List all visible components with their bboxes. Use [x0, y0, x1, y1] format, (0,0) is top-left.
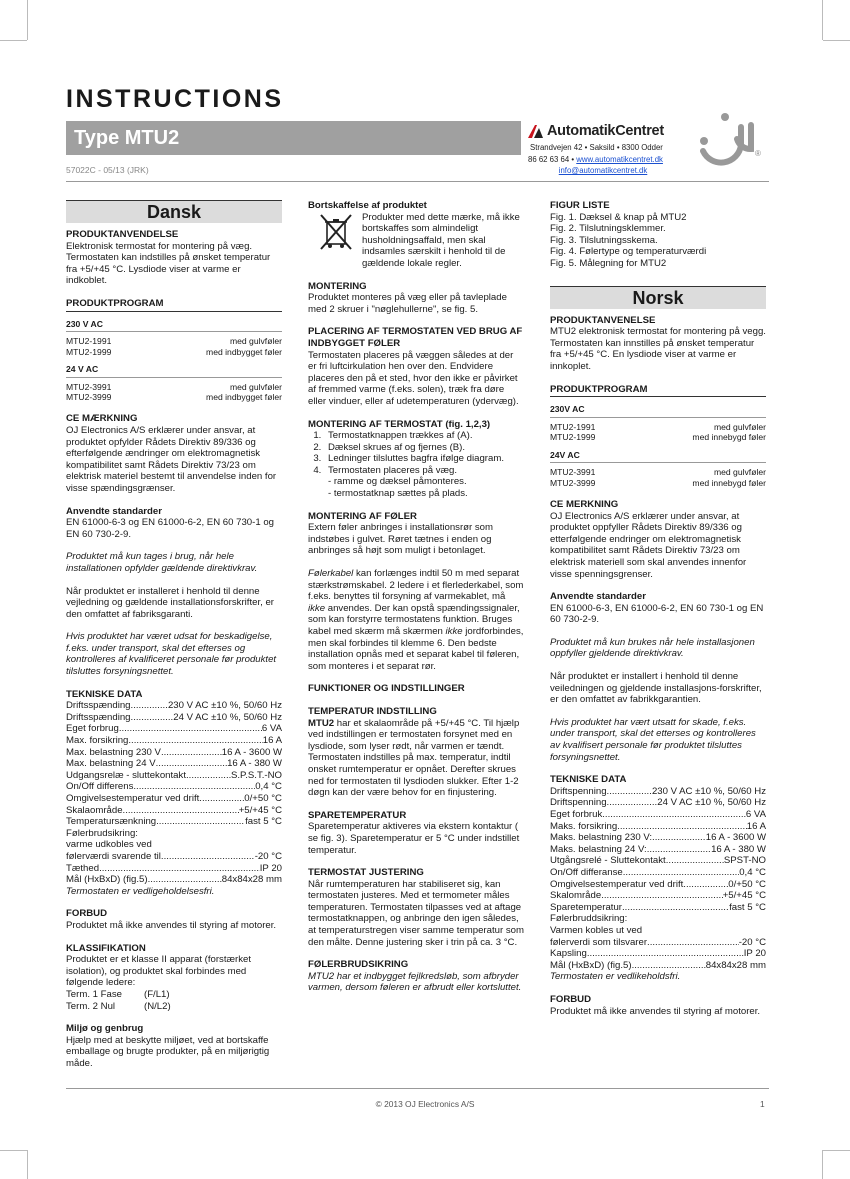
paragraph: OJ Electronics A/S erklærer under ansvar, at produktet opfylder Rådets Direktiv 89/336 og efterfølgende ændringer om elektromagnetisk kompatibilitet samt Rådets Direktiv 73/23 om elektrisk materiel bestemt til anvendelse inden for visse spændingsgrænser. [66, 424, 277, 494]
terminal-row: Term. 2 Nul (N/L2) [66, 1000, 171, 1012]
paragraph: Hvis produktet har været udsat for beskadigelse, f.eks. under transport, skal det efterses og kontrolleres af kvalificeret personale før produktet tilsluttes forsyningsnettet. [66, 631, 277, 678]
column-middle [308, 200, 524, 994]
tech-data-row: On/Off differanse ..... 0,4 °C [550, 867, 766, 879]
tech-data-row: Maks. belastning 24 V: ..... 16 A - 380 W [550, 844, 766, 856]
column-dansk [66, 200, 282, 1069]
tech-line: varme udkobles ved [66, 839, 152, 851]
tech-data-row: Sparetemperatur ..... fast 5 °C [550, 902, 766, 914]
paragraph: Når produktet er installert i henhold til denne veiledningen og gjeldende installasjons-forskrifter, er den omfattet av fabrikkgarantien. [550, 671, 762, 706]
tech-data-row: Omgivelsestemperatur ved drift ..... 0/+50 °C [550, 879, 766, 891]
table-row: MTU2-3999 med innebygd føler [550, 477, 766, 488]
section-heading: Anvendte standarder [550, 591, 646, 603]
brand-phone: 86 62 63 64 [528, 155, 570, 164]
paragraph: Termostaten placeres på væggen således at der er fri luftcirkulation hen over den. Endvidere placeres den på et sted, hvor den ikke er påvirket af fremmed varme (f.eks. solen), træk fra døre eller vinduer, eller af udetemperaturen (ydervæg). [308, 349, 519, 407]
section-heading: KLASSIFIKATION [66, 942, 146, 954]
tech-data-row: On/Off differens ..... 0,4 °C [66, 781, 282, 793]
list-item: 2. Dæksel skrues af og fjernes (B). [324, 442, 524, 454]
list-item: Fig. 5. Målegning for MTU2 [550, 257, 667, 269]
crop-mark [0, 1150, 27, 1151]
section-heading: PRODUKTPROGRAM [66, 298, 282, 312]
section-heading: PRODUKTPROGRAM [550, 384, 766, 398]
terminal-row: Term. 1 Fase (F/L1) [66, 988, 170, 1000]
paragraph: EN 61000-6-3, EN 61000-6-2, EN 60 730-1 og EN 60 730-2-9. [550, 602, 764, 626]
tech-data-row: Maks. forsikring ..... 16 A [550, 821, 766, 833]
automatikcentret-logo [528, 123, 678, 175]
crop-mark [823, 1150, 850, 1151]
tech-data-row: Udgangsrelæ - sluttekontakt ..... S.P.S.T.-NO [66, 770, 282, 782]
paragraph: Produktet er et klasse II apparat (forstærket isolation), og produktet skal forbindes med følgende ledere: [66, 954, 252, 989]
norsk-heading: Norsk [550, 286, 766, 309]
tech-data-row: Max. belastning 24 V ..... 16 A - 380 W [66, 758, 282, 770]
paragraph: Når rumtemperaturen har stabiliseret sig, kan termostaten justeres. Med et termometer måles temperaturen. Termostaten tilpasses ved at aftage termostatknappen, og anbringe den igen således, at temperaturstregen viser samme temperatur som den målte. Denne justering sker i trin på ca. 3 °C. [308, 878, 524, 948]
paragraph: Hjælp med at beskytte miljøet, ved at bortskaffe emballage og brugte produkter, på en miljørigtig måde. [66, 1034, 270, 1069]
section-heading: CE MÆRKNING [66, 413, 138, 425]
tech-data-row: Driftsspænding ..... 24 V AC ±10 %, 50/60 Hz [66, 712, 282, 724]
section-heading: Anvendte standarder [66, 505, 162, 517]
tech-data-list [66, 851, 282, 886]
crop-mark [822, 1150, 823, 1179]
oj-logo [695, 111, 775, 171]
paragraph: Når produktet er installeret i henhold til denne vejledning og gældende installationsforskrifter, er den omfattet af fabriksgaranti. [66, 585, 274, 620]
paragraph: EN 61000-6-3 og EN 61000-6-2, EN 60 730-1 og EN 60 730-2-9. [66, 517, 274, 540]
paragraph: MTU2 har et skalaområde på +5/+45 °C. Til hjælp ved indstillingen er termostaten forsynet med en lysdiode, som lyser rødt, når varmen er tændt. Termostaten indstilles på max. temperatur, indtil onsket rumtemperatur er opnået. Derefter skrues ned for termostaten til lysdioden slukker. Efter 1-2 døgn kan der være behov for en finjustering. [308, 717, 520, 799]
header-rule [66, 181, 769, 182]
section-heading: FØLERBRUDSIKRING [308, 959, 409, 971]
footer-rule [66, 1088, 769, 1089]
paragraph: Produktet må ikke anvendes til styring af motorer. [66, 919, 277, 931]
tech-data-row: Mål (HxBxD) (fig.5) ..... 84x84x28 mm [550, 960, 766, 972]
section-heading: Miljø og genbrug [66, 1023, 144, 1035]
tech-data-row: Driftspenning ..... 24 V AC ±10 %, 50/60 Hz [550, 797, 766, 809]
list-item: Fig. 2. Tilslutningsklemmer. [550, 223, 666, 235]
page-title: INSTRUCTIONS [66, 85, 284, 113]
paragraph: Sparetemperatur aktiveres via ekstern kontaktur ( se fig. 3). Sparetemperatur er 5 °C under indstillet temperatur. [308, 821, 520, 856]
tech-data-list [66, 700, 282, 828]
table-row: MTU2-1991 med gulvføler [550, 421, 766, 432]
section-heading: FIGUR LISTE [550, 200, 610, 211]
email-link[interactable]: info@automatikcentret.dk [558, 166, 648, 175]
section-heading: MONTERING AF TERMOSTAT (fig. 1,2,3) [308, 418, 491, 430]
tech-data-row: Max. belastning 230 V ..... 16 A - 3600 W [66, 747, 282, 759]
footer-copyright: © 2013 OJ Electronics A/S [375, 1099, 475, 1109]
program-group-head: 24V AC [550, 450, 766, 464]
tech-data-row: Utgångsrelé - Sluttekontakt ..... SPST-NO [550, 855, 766, 867]
tech-note: Termostaten er vedligeholdelsesfri. [66, 885, 215, 897]
brand-address: Strandvejen 42 • Saksild • 8300 Odder [530, 143, 663, 152]
paragraph: Produktet må kun brukes når hele installasjonen oppfyller gjeldende direktivkrav. [550, 636, 755, 660]
program-group-head: 230V AC [550, 404, 766, 418]
tech-data-row: Mål (HxBxD) (fig.5) ..... 84x84x28 mm [66, 874, 282, 886]
mounting-steps [308, 430, 524, 476]
paragraph: Følerkabel kan forlænges indtil 50 m med separat stærkstrømskabel. 2 ledere i et flerlederkabel, som f.eks. benyttes til forsyning af varmekablet, må ikke anvendes. Der kan opstå spændingssignaler, som kan forstyrre termostatens funktion. Bruges kabel med skærm må skærmen ikke jordforbindes, men skal forbindes til klemme 6. Den bedste installation opnås med et separat kabel til føleren, som monteres i et separat rør. [308, 568, 524, 672]
paragraph: MTU2 har et indbygget fejlkredsløb, som afbryder varmen, dersom føleren er afbrudt eller kortsluttet. [308, 970, 522, 994]
tech-data-row: Temperatursænkning ..... fast 5 °C [66, 816, 282, 828]
section-heading: TEMPERATUR INDSTILLING [308, 705, 437, 717]
type-banner: Type MTU2 [66, 121, 521, 155]
section-heading: PLACERING AF TERMOSTATEN VED BRUG AF INDBYGGET FØLER [308, 326, 523, 349]
paragraph: Produktet må kun tages i brug, når hele installationen opfylder gældende direktivkrav. [66, 551, 258, 574]
crop-mark [27, 1150, 28, 1179]
section-heading: FORBUD [66, 908, 108, 920]
column-norsk [550, 200, 766, 1017]
section-heading: CE MERKNING [550, 498, 619, 510]
table-row: MTU2-3999 med indbygget føler [66, 391, 282, 402]
tech-data-row: Skalaområde ..... +5/+45 °C [66, 805, 282, 817]
list-item: 3. Ledninger tilsluttes bagfra ifølge diagram. [324, 453, 524, 465]
dansk-heading: Dansk [66, 200, 282, 223]
list-item: Fig. 3. Tilslutningsskema. [550, 234, 658, 246]
section-heading: TERMOSTAT JUSTERING [308, 867, 424, 879]
table-row: MTU2-1999 med indbygget føler [66, 346, 282, 357]
tech-data-row: Driftsspænding ..... 230 V AC ±10 %, 50/60 Hz [66, 700, 282, 712]
tech-data-row: Eget forbrug ..... 6 VA [66, 723, 282, 735]
paragraph: MTU2 elektronisk termostat for montering på vegg. Termostaten kan innstilles på ønsket temperatur fra +5/+45 °C. En lysdiode viser at varme er innkoplet. [550, 326, 766, 372]
section-heading: Bortskaffelse af produktet [308, 200, 427, 211]
table-row: MTU2-1999 med innebygd føler [550, 432, 766, 443]
page-number: 1 [760, 1099, 765, 1109]
tech-data-row: Maks. belastning 230 V: ..... 16 A - 3600 W [550, 832, 766, 844]
list-item: Fig. 1. Dæksel & knap på MTU2 [550, 211, 687, 223]
list-item: 4. Termostaten placeres på væg. [324, 465, 524, 477]
section-heading: PRODUKTANVENELSE [550, 314, 656, 326]
paragraph: Elektronisk termostat for montering på væg. Termostaten kan indstilles på ønsket temperatur fra +5/+45 °C. Lysdiode viser at varme er indkoblet. [66, 240, 271, 287]
tech-data-row: Eget forbruk ..... 6 VA [550, 809, 766, 821]
oj-logo-icon [695, 111, 775, 171]
separator: • [569, 155, 577, 164]
crop-mark [0, 40, 27, 41]
tech-data-row: Max. forsikring ..... 16 A [66, 735, 282, 747]
list-item: Fig. 4. Følertype og temperaturværdi [550, 246, 707, 258]
list-item: 1. Termostatknappen trækkes af (A). [324, 430, 524, 442]
section-heading: FUNKTIONER OG INDSTILLINGER [308, 683, 465, 695]
table-row: MTU2-3991 med gulvføler [550, 467, 766, 478]
paragraph: OJ Electronics A/S erklærer under ansvar, at produktet oppfyller Rådets Direktiv 89/336 og etterfølgende endringer om elektromagnetisk kompatibilitet samt Rådets Direktiv 73/23 om elektrisk materiell som skal anvendes innenfor visse spenningsgrenser. [550, 510, 747, 580]
crop-mark [27, 0, 28, 40]
crop-mark [822, 0, 823, 40]
paragraph: Extern føler anbringes i installationsrør som indstøbes i gulvet. Røret tætnes i enden og anbringes så højt som muligt i betonlaget. [308, 522, 494, 557]
table-row: MTU2-1991 med gulvføler [66, 336, 282, 347]
tech-note: Termostaten er vedlikeholdsfri. [550, 971, 681, 983]
website-link[interactable]: www.automatikcentret.dk [576, 155, 663, 164]
automatikcentret-mark-icon [528, 125, 543, 138]
section-heading: MONTERING [308, 280, 367, 292]
tech-line: Varmen kobles ut ved [550, 924, 643, 936]
registered-mark: ® [755, 149, 761, 158]
tech-data-row: følerværdi svarende til ..... -20 °C [66, 851, 282, 863]
paragraph: Produktet må ikke anvendes til styring af motorer. [550, 1005, 761, 1017]
tech-data-list [550, 786, 766, 914]
program-group-head: 24 V AC [66, 364, 282, 378]
tech-data-row: Driftspenning ..... 230 V AC ±10 %, 50/60 Hz [550, 786, 766, 798]
tech-data-list [550, 937, 766, 972]
program-group-head: 230 V AC [66, 319, 282, 333]
list-sub-item: - ramme og dæksel påmonteres. [328, 476, 467, 488]
section-heading: SPARETEMPERATUR [308, 809, 407, 821]
document-reference: 57022C - 05/13 (JRK) [66, 165, 149, 175]
paragraph: Produktet monteres på væg eller på tavleplade med 2 skruer i "nøglehullerne", se fig. 5. [308, 292, 507, 315]
crop-mark [823, 40, 850, 41]
section-heading: TEKNISKE DATA [550, 774, 627, 786]
tech-line: Følerbruddsikring: [550, 913, 628, 925]
tech-data-row: Omgivelsestemperatur ved drift ..... 0/+50 °C [66, 793, 282, 805]
paragraph: Produkter med dette mærke, må ikke bortskaffes som almindeligt husholdningsaffald, men skal indsamles særskilt i henhold til de gældende lokale regler. [362, 211, 520, 269]
list-sub-item: - termostatknap sættes på plads. [328, 488, 468, 500]
weee-crossed-bin-icon [316, 212, 356, 252]
tech-data-row: Skalområde ..... +5/+45 °C [550, 890, 766, 902]
tech-data-row: følerverdi som tilsvarer ..... -20 °C [550, 937, 766, 949]
brand-name: AutomatikCentret [547, 123, 664, 139]
section-heading: FORBUD [550, 993, 592, 1005]
tech-data-row: Tæthed ..... IP 20 [66, 863, 282, 875]
table-row: MTU2-3991 med gulvføler [66, 381, 282, 392]
section-heading: TEKNISKE DATA [66, 688, 143, 700]
tech-data-row: Kapsling ..... IP 20 [550, 948, 766, 960]
section-heading: PRODUKTANVENDELSE [66, 229, 179, 240]
tech-line: Følerbrudsikring: [66, 827, 138, 839]
section-heading: MONTERING AF FØLER [308, 510, 417, 522]
paragraph: Hvis produktet har vært utsatt for skade, f.eks. under transport, skal det etterses og kontrolleres av kvalifisert personale før produktet tilsluttes forsyningsnettet. [550, 716, 756, 763]
